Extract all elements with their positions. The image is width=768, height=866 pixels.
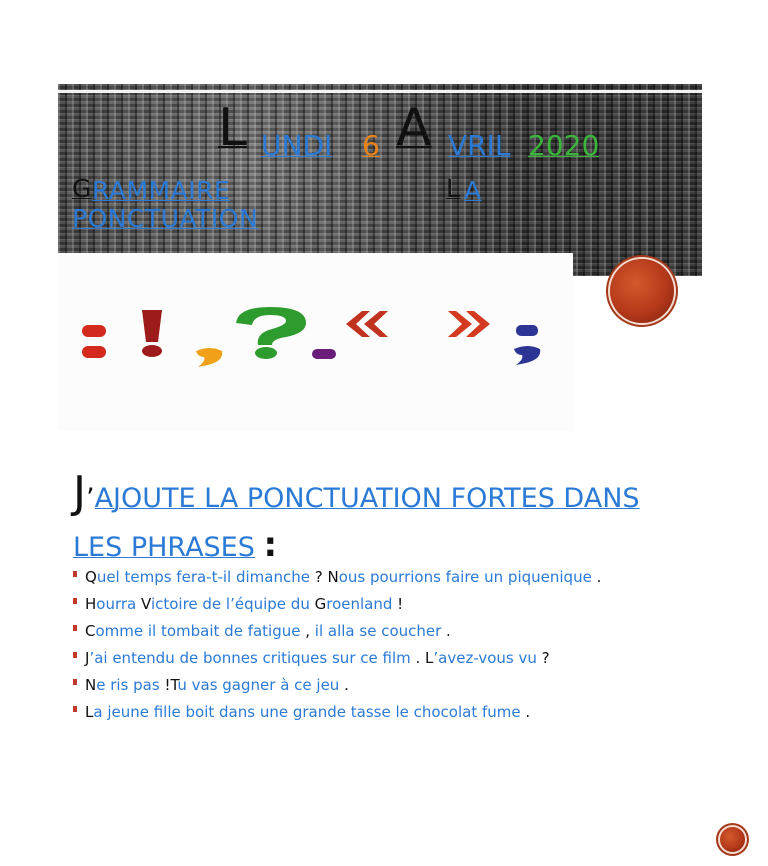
sentence-item — [73, 674, 733, 701]
subtitle-word-la: A — [464, 176, 482, 205]
subtitle-word-ponctuation: PONCTUATION — [72, 204, 259, 233]
semicolon-mark — [514, 325, 540, 365]
sentence-item — [73, 647, 733, 674]
sentence-punctuation: G — [314, 595, 327, 613]
subtitle-initial-l: L — [446, 174, 461, 203]
sentence-punctuation: L — [85, 703, 94, 721]
sentence-text: ’ai entendu de bonnes critiques sur ce film — [89, 649, 411, 667]
sentence-punctuation: !T — [164, 676, 178, 694]
title-word-undi: UNDI — [261, 129, 333, 162]
sentence-text: a jeune fille boit dans une grande tasse le chocolat fume — [93, 703, 521, 721]
bullet-icon — [73, 706, 77, 712]
decorative-circle — [610, 259, 674, 323]
sentence-text: ’avez-vous vu — [433, 649, 537, 667]
sentence-text: u vas gagner à ce jeu — [177, 676, 340, 694]
sentence-punctuation: . — [441, 622, 451, 640]
sentence-text: e ris pas — [96, 676, 165, 694]
sentence-item — [73, 566, 733, 593]
sentence-punctuation: N — [85, 676, 97, 694]
title-initial-l: L — [218, 98, 247, 158]
sentence-text: ictoire de l’équipe du — [150, 595, 315, 613]
comma-mark — [196, 348, 222, 367]
sentence-punctuation: , — [300, 622, 315, 640]
punctuation-marks-graphic — [58, 253, 573, 431]
heading-colon: : — [263, 525, 278, 565]
sentence-punctuation: J — [85, 649, 90, 667]
left-guillemet-mark — [346, 311, 388, 337]
sentence-punctuation: ? — [536, 649, 550, 667]
sentence-item — [73, 701, 733, 728]
sentence-punctuation: V — [141, 595, 151, 613]
banner-divider — [58, 90, 702, 93]
bullet-icon — [73, 679, 77, 685]
bullet-icon — [73, 598, 77, 604]
exercise-heading — [73, 467, 713, 571]
page-title — [58, 96, 702, 166]
sentence-item — [73, 593, 733, 620]
sentence-punctuation: . — [591, 568, 602, 586]
punctuation-illustration — [58, 253, 573, 431]
sentence-list — [73, 566, 733, 728]
sentence-punctuation: Q — [85, 568, 97, 586]
heading-line1: AJOUTE LA PONCTUATION FORTES DANS — [94, 483, 640, 514]
sentence-punctuation: H — [85, 595, 97, 613]
sentence-punctuation: ! — [392, 595, 404, 613]
subtitle-initial-g: G — [72, 174, 92, 203]
heading-line2: LES PHRASES — [73, 532, 255, 563]
heading-initial: J — [73, 467, 86, 518]
sentence-text: ourra — [96, 595, 141, 613]
sentence-text: ous pourrions faire un piquenique — [338, 568, 592, 586]
sentence-punctuation: . — [339, 676, 349, 694]
colon-mark — [82, 325, 106, 358]
title-year: 2020 — [528, 129, 600, 162]
sentence-text: il alla se coucher — [314, 622, 442, 640]
sentence-text: uel temps fera-t-il dimanche — [96, 568, 310, 586]
title-initial-a: A — [396, 98, 432, 158]
sentence-text: roenland — [326, 595, 393, 613]
subtitle-word-grammaire: RAMMAIRE — [92, 176, 231, 205]
bullet-icon — [73, 571, 77, 577]
sentence-punctuation: . L — [410, 649, 434, 667]
question-mark — [236, 307, 306, 359]
slide-nav-circle-button[interactable] — [720, 827, 745, 852]
sentence-item — [73, 620, 733, 647]
title-day: 6 — [362, 129, 380, 162]
bullet-icon — [73, 652, 77, 658]
sentence-punctuation: ? N — [309, 568, 339, 586]
title-word-vril: VRIL — [448, 129, 511, 162]
heading-apostrophe: ’ — [85, 483, 95, 514]
sentence-text: omme il tombait de fatigue — [95, 622, 301, 640]
exclamation-mark — [142, 310, 162, 357]
sentence-punctuation: C — [85, 622, 96, 640]
right-guillemet-mark — [448, 311, 490, 337]
title-banner — [58, 84, 702, 276]
bullet-icon — [73, 625, 77, 631]
period-mark — [312, 349, 336, 359]
sentence-punctuation: . — [520, 703, 531, 721]
